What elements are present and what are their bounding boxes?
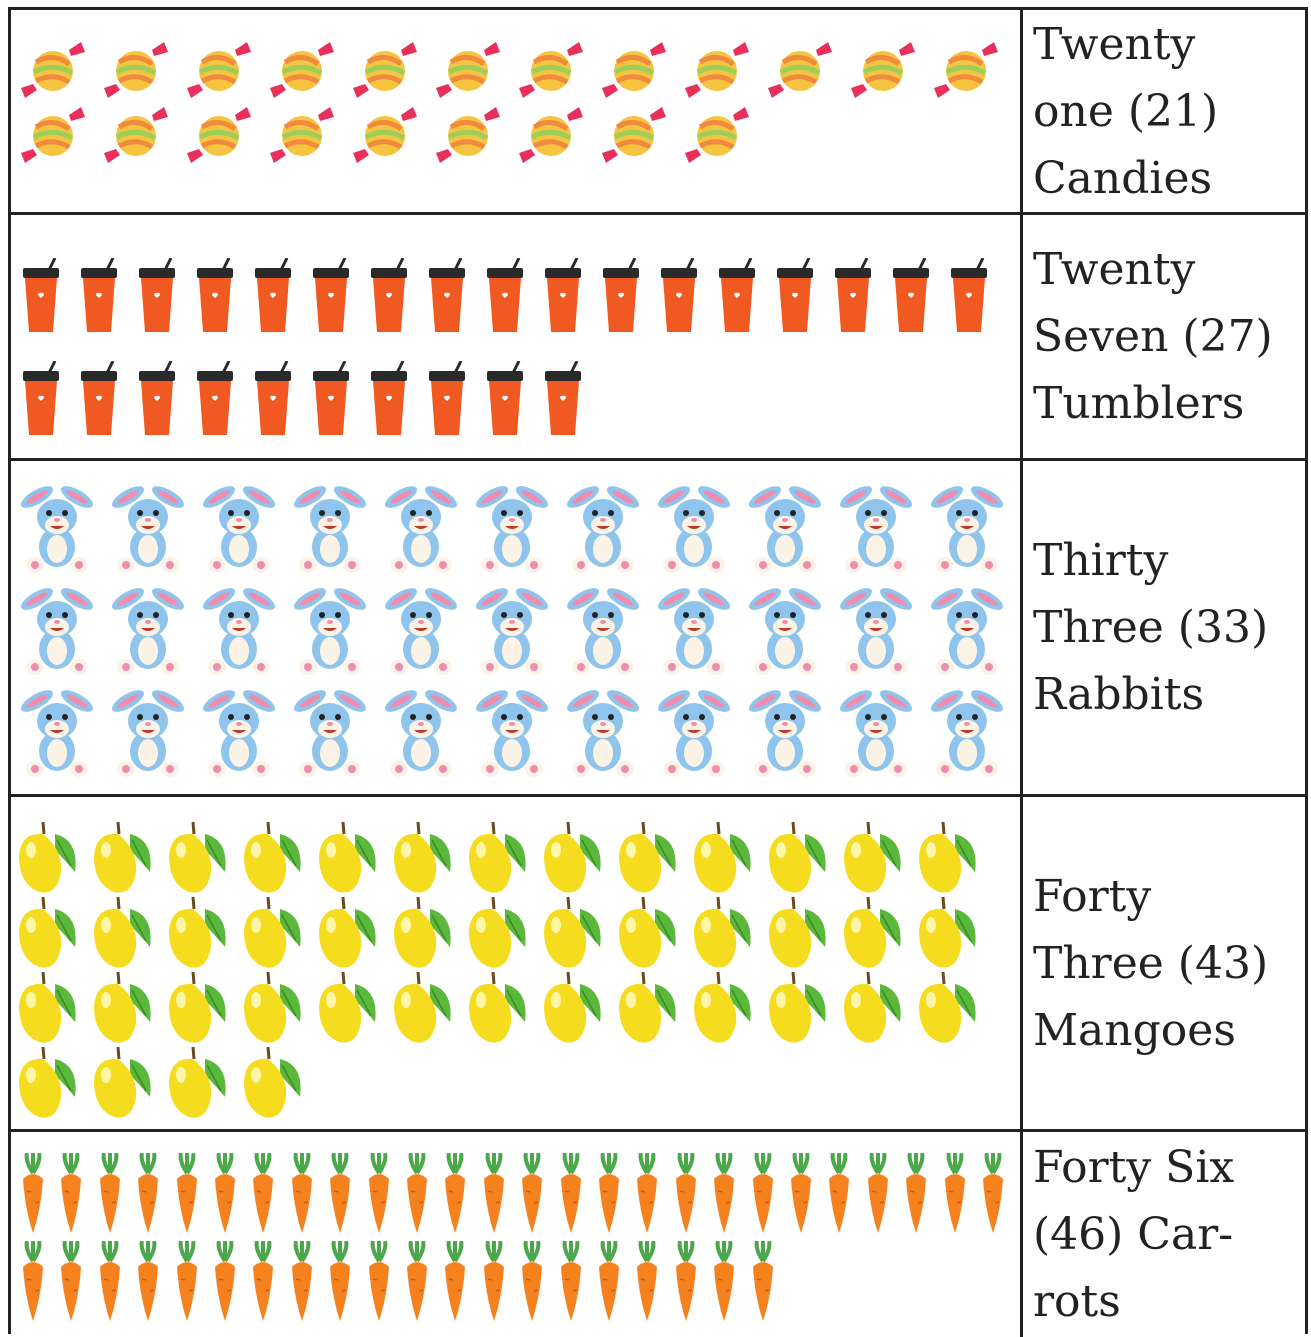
mango-icon: [617, 970, 679, 1046]
candy-icon: [600, 40, 670, 100]
carrot-icon: [480, 1241, 508, 1323]
carrot-icon: [288, 1153, 316, 1235]
carrot-icon: [710, 1241, 738, 1323]
mango-icon: [617, 820, 679, 896]
row-candies: [11, 10, 1305, 215]
candy-icon: [517, 105, 587, 165]
candy-icon: [19, 40, 89, 100]
carrot-icon: [749, 1241, 777, 1323]
rabbit-icon: [927, 479, 1007, 575]
candy-icon: [102, 40, 172, 100]
mango-icon: [92, 820, 154, 896]
carrot-icon: [480, 1153, 508, 1235]
mango-icon: [692, 895, 754, 971]
carrot-icon: [57, 1241, 85, 1323]
carrot-icon: [249, 1241, 277, 1323]
candy-icon: [434, 105, 504, 165]
candy-icon: [19, 105, 89, 165]
tumbler-icon: [717, 258, 759, 334]
candy-icon: [102, 105, 172, 165]
mango-icon: [242, 1045, 304, 1121]
mango-icon: [767, 895, 829, 971]
carrot-icon: [595, 1153, 623, 1235]
rabbit-icon: [199, 479, 279, 575]
mango-icon: [617, 895, 679, 971]
rabbit-icon: [381, 683, 461, 779]
carrot-icon: [633, 1153, 661, 1235]
mango-icon: [542, 895, 604, 971]
rabbit-label-line-2: Three (33): [1033, 602, 1269, 653]
rabbit-icon: [745, 479, 825, 575]
tumbler-icon: [137, 258, 179, 334]
mango-icon: [542, 820, 604, 896]
carrot-icon: [19, 1153, 47, 1235]
carrot-icon: [941, 1153, 969, 1235]
carrot-icon: [710, 1153, 738, 1235]
carrot-icon: [96, 1241, 124, 1323]
mango-icon: [242, 895, 304, 971]
rabbit-pictures: [11, 461, 1023, 794]
candy-icon: [600, 105, 670, 165]
candy-icon: [766, 40, 836, 100]
rabbit-icon: [472, 479, 552, 575]
candy-icon: [849, 40, 919, 100]
rabbit-icon: [927, 581, 1007, 677]
mango-icon: [767, 970, 829, 1046]
rabbit-label-line-3: Rabbits: [1033, 669, 1205, 720]
candy-icon: [185, 105, 255, 165]
rabbit-icon: [17, 683, 97, 779]
carrot-icon: [134, 1241, 162, 1323]
tumbler-icon: [543, 258, 585, 334]
tumbler-icon: [485, 361, 527, 437]
mango-icon: [317, 970, 379, 1046]
mango-icon: [467, 970, 529, 1046]
rabbit-icon: [745, 683, 825, 779]
mango-pictures: [11, 797, 1023, 1129]
carrot-icon: [19, 1241, 47, 1323]
mango-icon: [542, 970, 604, 1046]
mango-icon: [242, 970, 304, 1046]
carrot-icon: [557, 1241, 585, 1323]
rabbit-icon: [199, 683, 279, 779]
candy-count-label: [1023, 10, 1305, 212]
carrot-icon: [326, 1153, 354, 1235]
carrot-icon: [211, 1241, 239, 1323]
rabbit-icon: [836, 479, 916, 575]
carrot-icon: [288, 1241, 316, 1323]
rabbit-icon: [199, 581, 279, 677]
carrot-icon: [57, 1153, 85, 1235]
tumbler-icon: [775, 258, 817, 334]
rabbit-icon: [381, 479, 461, 575]
tumbler-label-line-2: Seven (27): [1033, 311, 1273, 362]
mango-icon: [767, 820, 829, 896]
rabbit-icon: [836, 683, 916, 779]
candy-icon: [517, 40, 587, 100]
carrot-icon: [134, 1153, 162, 1235]
mango-icon: [17, 820, 79, 896]
tumbler-icon: [311, 258, 353, 334]
row-tumblers: [11, 215, 1305, 461]
carrot-icon: [518, 1241, 546, 1323]
tumbler-icon: [369, 258, 411, 334]
tumbler-icon: [659, 258, 701, 334]
rabbit-icon: [108, 479, 188, 575]
candy-label-line-2: one (21): [1033, 85, 1219, 137]
mango-icon: [392, 820, 454, 896]
candy-icon: [683, 40, 753, 100]
rabbit-icon: [17, 581, 97, 677]
carrot-icon: [326, 1241, 354, 1323]
rabbit-icon: [472, 581, 552, 677]
rabbit-icon: [472, 683, 552, 779]
carrot-icon: [979, 1153, 1007, 1235]
carrot-icon: [825, 1153, 853, 1235]
carrot-icon: [365, 1153, 393, 1235]
rabbit-icon: [836, 581, 916, 677]
carrot-icon: [403, 1153, 431, 1235]
mango-icon: [692, 970, 754, 1046]
rabbit-icon: [563, 479, 643, 575]
tumbler-icon: [543, 361, 585, 437]
tumbler-icon: [833, 258, 875, 334]
mango-icon: [392, 970, 454, 1046]
candy-icon: [268, 40, 338, 100]
carrot-icon: [749, 1153, 777, 1235]
carrot-count-label: [1023, 1132, 1305, 1337]
mango-icon: [92, 895, 154, 971]
mango-icon: [167, 1045, 229, 1121]
mango-icon: [167, 820, 229, 896]
mango-label-line-2: Three (43): [1033, 937, 1269, 989]
carrot-pictures: [11, 1132, 1023, 1337]
tumbler-label-line-3: Tumblers: [1033, 378, 1245, 429]
row-rabbits: [11, 461, 1305, 797]
carrot-icon: [595, 1241, 623, 1323]
mango-icon: [917, 820, 979, 896]
tumbler-icon: [21, 361, 63, 437]
rabbit-icon: [108, 581, 188, 677]
rabbit-icon: [108, 683, 188, 779]
carrot-icon: [211, 1153, 239, 1235]
carrot-icon: [173, 1153, 201, 1235]
candy-label-line-1: Twenty: [1033, 18, 1196, 70]
carrot-icon: [441, 1153, 469, 1235]
carrot-icon: [249, 1153, 277, 1235]
mango-icon: [467, 820, 529, 896]
carrot-icon: [672, 1153, 700, 1235]
candy-icon: [351, 40, 421, 100]
tumbler-icon: [79, 258, 121, 334]
tumbler-icon: [601, 258, 643, 334]
carrot-icon: [633, 1241, 661, 1323]
rabbit-icon: [927, 683, 1007, 779]
tumbler-icon: [311, 361, 353, 437]
mango-label-line-3: Mangoes: [1033, 1004, 1236, 1056]
rabbit-icon: [290, 683, 370, 779]
carrot-icon: [557, 1153, 585, 1235]
tumbler-label-line-1: Twenty: [1033, 244, 1196, 295]
carrot-icon: [672, 1241, 700, 1323]
tumbler-icon: [195, 258, 237, 334]
tumbler-icon: [21, 258, 63, 334]
candy-icon: [268, 105, 338, 165]
row-mangoes: [11, 797, 1305, 1132]
rabbit-icon: [381, 581, 461, 677]
mango-icon: [842, 895, 904, 971]
tumbler-icon: [485, 258, 527, 334]
carrot-icon: [173, 1241, 201, 1323]
mango-icon: [17, 970, 79, 1046]
rabbit-icon: [654, 683, 734, 779]
tumbler-icon: [369, 361, 411, 437]
candy-pictures: [11, 10, 1023, 212]
candy-icon: [434, 40, 504, 100]
carrot-label-line-2: (46) Car-: [1033, 1209, 1234, 1260]
mango-icon: [842, 970, 904, 1046]
rabbit-count-label: [1023, 461, 1305, 794]
carrot-label-line-1: Forty Six: [1033, 1142, 1235, 1193]
rabbit-icon: [290, 581, 370, 677]
candy-icon: [932, 40, 1002, 100]
candy-icon: [185, 40, 255, 100]
rabbit-icon: [290, 479, 370, 575]
rabbit-icon: [563, 581, 643, 677]
tumbler-icon: [137, 361, 179, 437]
rabbit-icon: [563, 683, 643, 779]
tumbler-icon: [253, 361, 295, 437]
tumbler-icon: [195, 361, 237, 437]
carrot-icon: [787, 1153, 815, 1235]
mango-icon: [842, 820, 904, 896]
carrot-icon: [864, 1153, 892, 1235]
tumbler-icon: [949, 258, 991, 334]
rabbit-icon: [654, 479, 734, 575]
tumbler-icon: [891, 258, 933, 334]
mango-count-label: [1023, 797, 1305, 1129]
candy-label-line-3: Candies: [1033, 152, 1213, 204]
mango-icon: [167, 895, 229, 971]
row-carrots: [11, 1132, 1305, 1337]
candy-icon: [351, 105, 421, 165]
mango-icon: [917, 895, 979, 971]
carrot-icon: [403, 1241, 431, 1323]
counting-table: [8, 7, 1308, 1334]
carrot-icon: [96, 1153, 124, 1235]
tumbler-icon: [427, 258, 469, 334]
mango-icon: [467, 895, 529, 971]
mango-icon: [317, 895, 379, 971]
mango-icon: [17, 1045, 79, 1121]
mango-icon: [392, 895, 454, 971]
rabbit-icon: [17, 479, 97, 575]
mango-icon: [17, 895, 79, 971]
carrot-label-line-3: rots: [1033, 1276, 1121, 1327]
carrot-icon: [518, 1153, 546, 1235]
rabbit-icon: [654, 581, 734, 677]
mango-label-line-1: Forty: [1033, 870, 1152, 922]
tumbler-pictures: [11, 215, 1023, 458]
tumbler-icon: [79, 361, 121, 437]
rabbit-label-line-1: Thirty: [1033, 535, 1169, 586]
tumbler-icon: [253, 258, 295, 334]
carrot-icon: [365, 1241, 393, 1323]
mango-icon: [317, 820, 379, 896]
mango-icon: [917, 970, 979, 1046]
candy-icon: [683, 105, 753, 165]
mango-icon: [92, 1045, 154, 1121]
mango-icon: [242, 820, 304, 896]
carrot-icon: [902, 1153, 930, 1235]
rabbit-icon: [745, 581, 825, 677]
tumbler-count-label: [1023, 215, 1305, 458]
mango-icon: [692, 820, 754, 896]
carrot-icon: [441, 1241, 469, 1323]
tumbler-icon: [427, 361, 469, 437]
mango-icon: [92, 970, 154, 1046]
mango-icon: [167, 970, 229, 1046]
